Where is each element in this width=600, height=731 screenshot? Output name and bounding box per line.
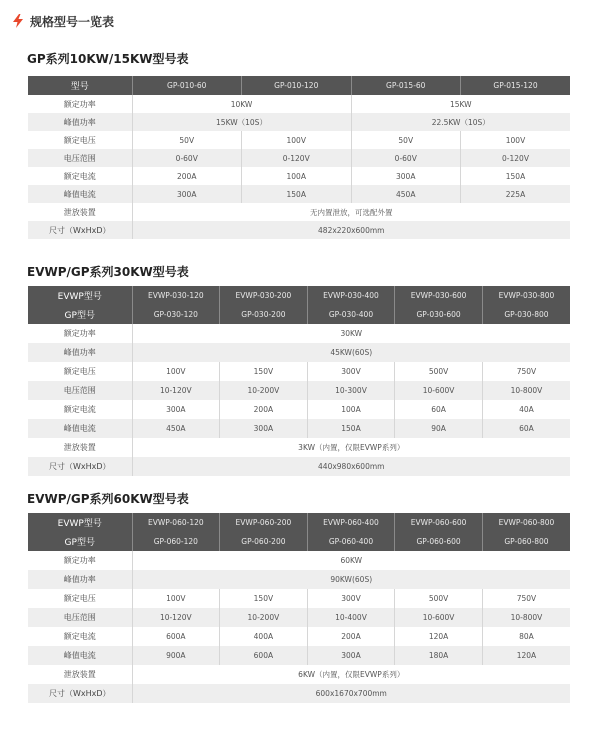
table-cell: 500V (395, 362, 483, 381)
table-cell: 440x980x600mm (132, 457, 570, 476)
table-cell: 150A (242, 185, 352, 203)
table-cell: 300A (220, 419, 308, 438)
table-cell: 482x220x600mm (132, 221, 570, 239)
table1-row-rated-power (28, 95, 570, 113)
table3-row-discharge (28, 665, 570, 684)
table-cell: 10-600V (395, 381, 483, 400)
table-cell: 50V (351, 131, 461, 149)
table2-evwp-model-4: EVWP-030-600 (395, 286, 483, 305)
table3-gp-model-2: GP-060-200 (220, 532, 308, 551)
table-cell: 150V (220, 589, 308, 608)
table3-gp-model-3: GP-060-400 (307, 532, 395, 551)
table1-row-rated-current (28, 167, 570, 185)
table2-gp-model-2: GP-030-200 (220, 305, 308, 324)
row-label: 尺寸（WxHxD） (28, 457, 132, 476)
table3-evwp-model-4: EVWP-060-600 (395, 513, 483, 532)
table-cell: 900A (132, 646, 220, 665)
row-label: 额定电流 (28, 167, 132, 185)
table-cell: 50V (132, 131, 242, 149)
table3-evwp-model-2: EVWP-060-200 (220, 513, 308, 532)
table2-gp-model-4: GP-030-600 (395, 305, 483, 324)
table-cell: 90KW(60S) (132, 570, 570, 589)
table-cell: 100V (461, 131, 571, 149)
table-cell: 200A (132, 167, 242, 185)
table-cell: 600A (220, 646, 308, 665)
page-header (12, 11, 114, 31)
table-cell: 80A (482, 627, 570, 646)
table2-row-rated-power (28, 324, 570, 343)
row-label: 电压范围 (28, 149, 132, 167)
table3-row-peak-power (28, 570, 570, 589)
table-cell: 100V (242, 131, 352, 149)
table-cell: 450A (132, 419, 220, 438)
table2-evwp-model-3: EVWP-030-400 (307, 286, 395, 305)
table2-row-discharge (28, 438, 570, 457)
table1-model-4: GP-015-120 (461, 76, 571, 95)
row-label: 额定电压 (28, 362, 132, 381)
table-cell: 10-120V (132, 608, 220, 627)
table3-row-size (28, 684, 570, 703)
table3-gp-model-1: GP-060-120 (132, 532, 220, 551)
table-cell: 30KW (132, 324, 570, 343)
table-cell: 22.5KW（10S） (351, 113, 570, 131)
row-label: 尺寸（WxHxD） (28, 221, 132, 239)
table-cell: 15KW（10S） (132, 113, 351, 131)
table1-model-2: GP-010-120 (242, 76, 352, 95)
table-cell: 300A (132, 400, 220, 419)
table-cell: 200A (220, 400, 308, 419)
row-label: 额定功率 (28, 95, 132, 113)
table-cell: 450A (351, 185, 461, 203)
row-label: 峰值电流 (28, 419, 132, 438)
table-cell: 300A (132, 185, 242, 203)
table2-evwp-label: EVWP型号 (28, 286, 132, 305)
row-label: 电压范围 (28, 381, 132, 400)
table-cell: 6KW（内置，仅限EVWP系列） (132, 665, 570, 684)
table-cell: 60A (482, 419, 570, 438)
table1-row-discharge (28, 203, 570, 221)
table-cell: 10-300V (307, 381, 395, 400)
table2-gp-label: GP型号 (28, 305, 132, 324)
table-cell: 0-120V (461, 149, 571, 167)
table2-row-voltage-range (28, 381, 570, 400)
table1-model-1: GP-010-60 (132, 76, 242, 95)
row-label: 峰值功率 (28, 343, 132, 362)
table2-row-size (28, 457, 570, 476)
table-cell: 无内置泄放，可选配外置 (132, 203, 570, 221)
table3-row-voltage-range (28, 608, 570, 627)
table-cell: 100A (307, 400, 395, 419)
table2-gp-model-5: GP-030-800 (482, 305, 570, 324)
table3-evwp-model-5: EVWP-060-800 (482, 513, 570, 532)
table-cell: 225A (461, 185, 571, 203)
row-label: 峰值电流 (28, 185, 132, 203)
row-label: 电压范围 (28, 608, 132, 627)
table-cell: 750V (482, 362, 570, 381)
table-cell: 10-800V (482, 608, 570, 627)
row-label: 峰值功率 (28, 113, 132, 131)
table2-gp-model-3: GP-030-400 (307, 305, 395, 324)
row-label: 额定电流 (28, 400, 132, 419)
table-cell: 15KW (351, 95, 570, 113)
table1-row-rated-voltage (28, 131, 570, 149)
row-label: 泄放装置 (28, 203, 132, 221)
table-cell: 100V (132, 362, 220, 381)
table-cell: 150A (307, 419, 395, 438)
table-cell: 90A (395, 419, 483, 438)
table-cell: 10-800V (482, 381, 570, 400)
table2-row-rated-voltage (28, 362, 570, 381)
table3-gp-row (28, 532, 570, 551)
table-cell: 60KW (132, 551, 570, 570)
table1-row-peak-current (28, 185, 570, 203)
table-cell: 500V (395, 589, 483, 608)
table2-evwp-row (28, 286, 570, 305)
table2-evwp-model-1: EVWP-030-120 (132, 286, 220, 305)
row-label: 峰值功率 (28, 570, 132, 589)
lightning-bolt-icon (12, 14, 24, 28)
row-label: 额定电压 (28, 589, 132, 608)
table3-spec-table (28, 513, 570, 703)
table1-header-row (28, 76, 570, 95)
table2-title: EVWP/GP系列30KW型号表 (27, 265, 189, 279)
table2-row-peak-current (28, 419, 570, 438)
table2-evwp-model-2: EVWP-030-200 (220, 286, 308, 305)
table-cell: 100V (132, 589, 220, 608)
table-cell: 0-120V (242, 149, 352, 167)
table3-gp-label: GP型号 (28, 532, 132, 551)
table-cell: 3KW（内置，仅限EVWP系列） (132, 438, 570, 457)
table-cell: 600A (132, 627, 220, 646)
table1-spec-table (28, 76, 570, 239)
table2-gp-row (28, 305, 570, 324)
table2-row-rated-current (28, 400, 570, 419)
table2-row-peak-power (28, 343, 570, 362)
table-cell: 10-200V (220, 381, 308, 400)
table-cell: 150V (220, 362, 308, 381)
table-cell: 180A (395, 646, 483, 665)
table2-spec-table (28, 286, 570, 476)
table-cell: 300A (351, 167, 461, 185)
row-label: 额定电流 (28, 627, 132, 646)
row-label: 尺寸（WxHxD） (28, 684, 132, 703)
table1-row-size (28, 221, 570, 239)
table2-gp-model-1: GP-030-120 (132, 305, 220, 324)
table-cell: 10KW (132, 95, 351, 113)
table-cell: 10-120V (132, 381, 220, 400)
table-cell: 120A (482, 646, 570, 665)
row-label: 额定电压 (28, 131, 132, 149)
table-cell: 600x1670x700mm (132, 684, 570, 703)
table3-evwp-row (28, 513, 570, 532)
page-title: 规格型号一览表 (30, 14, 115, 29)
table3-row-rated-power (28, 551, 570, 570)
table3-row-peak-current (28, 646, 570, 665)
table-cell: 40A (482, 400, 570, 419)
table-cell: 300V (307, 362, 395, 381)
table-cell: 100A (242, 167, 352, 185)
table3-evwp-model-1: EVWP-060-120 (132, 513, 220, 532)
table2-evwp-model-5: EVWP-030-800 (482, 286, 570, 305)
table3-evwp-label: EVWP型号 (28, 513, 132, 532)
table-cell: 200A (307, 627, 395, 646)
table3-title: EVWP/GP系列60KW型号表 (27, 492, 189, 506)
table1-row-voltage-range (28, 149, 570, 167)
table-cell: 400A (220, 627, 308, 646)
table1-header-label: 型号 (28, 76, 132, 95)
table-cell: 60A (395, 400, 483, 419)
row-label: 额定功率 (28, 551, 132, 570)
table-cell: 45KW(60S) (132, 343, 570, 362)
table1-title: GP系列10KW/15KW型号表 (27, 52, 189, 66)
row-label: 泄放装置 (28, 665, 132, 684)
table-cell: 750V (482, 589, 570, 608)
table-cell: 150A (461, 167, 571, 185)
table1-model-3: GP-015-60 (351, 76, 461, 95)
table1-row-peak-power (28, 113, 570, 131)
table-cell: 120A (395, 627, 483, 646)
row-label: 泄放装置 (28, 438, 132, 457)
table-cell: 300V (307, 589, 395, 608)
table-cell: 0-60V (132, 149, 242, 167)
table-cell: 10-600V (395, 608, 483, 627)
table3-gp-model-4: GP-060-600 (395, 532, 483, 551)
table3-gp-model-5: GP-060-800 (482, 532, 570, 551)
row-label: 额定功率 (28, 324, 132, 343)
table3-row-rated-voltage (28, 589, 570, 608)
table-cell: 10-200V (220, 608, 308, 627)
table3-evwp-model-3: EVWP-060-400 (307, 513, 395, 532)
table-cell: 0-60V (351, 149, 461, 167)
table3-row-rated-current (28, 627, 570, 646)
row-label: 峰值电流 (28, 646, 132, 665)
table-cell: 300A (307, 646, 395, 665)
table-cell: 10-400V (307, 608, 395, 627)
